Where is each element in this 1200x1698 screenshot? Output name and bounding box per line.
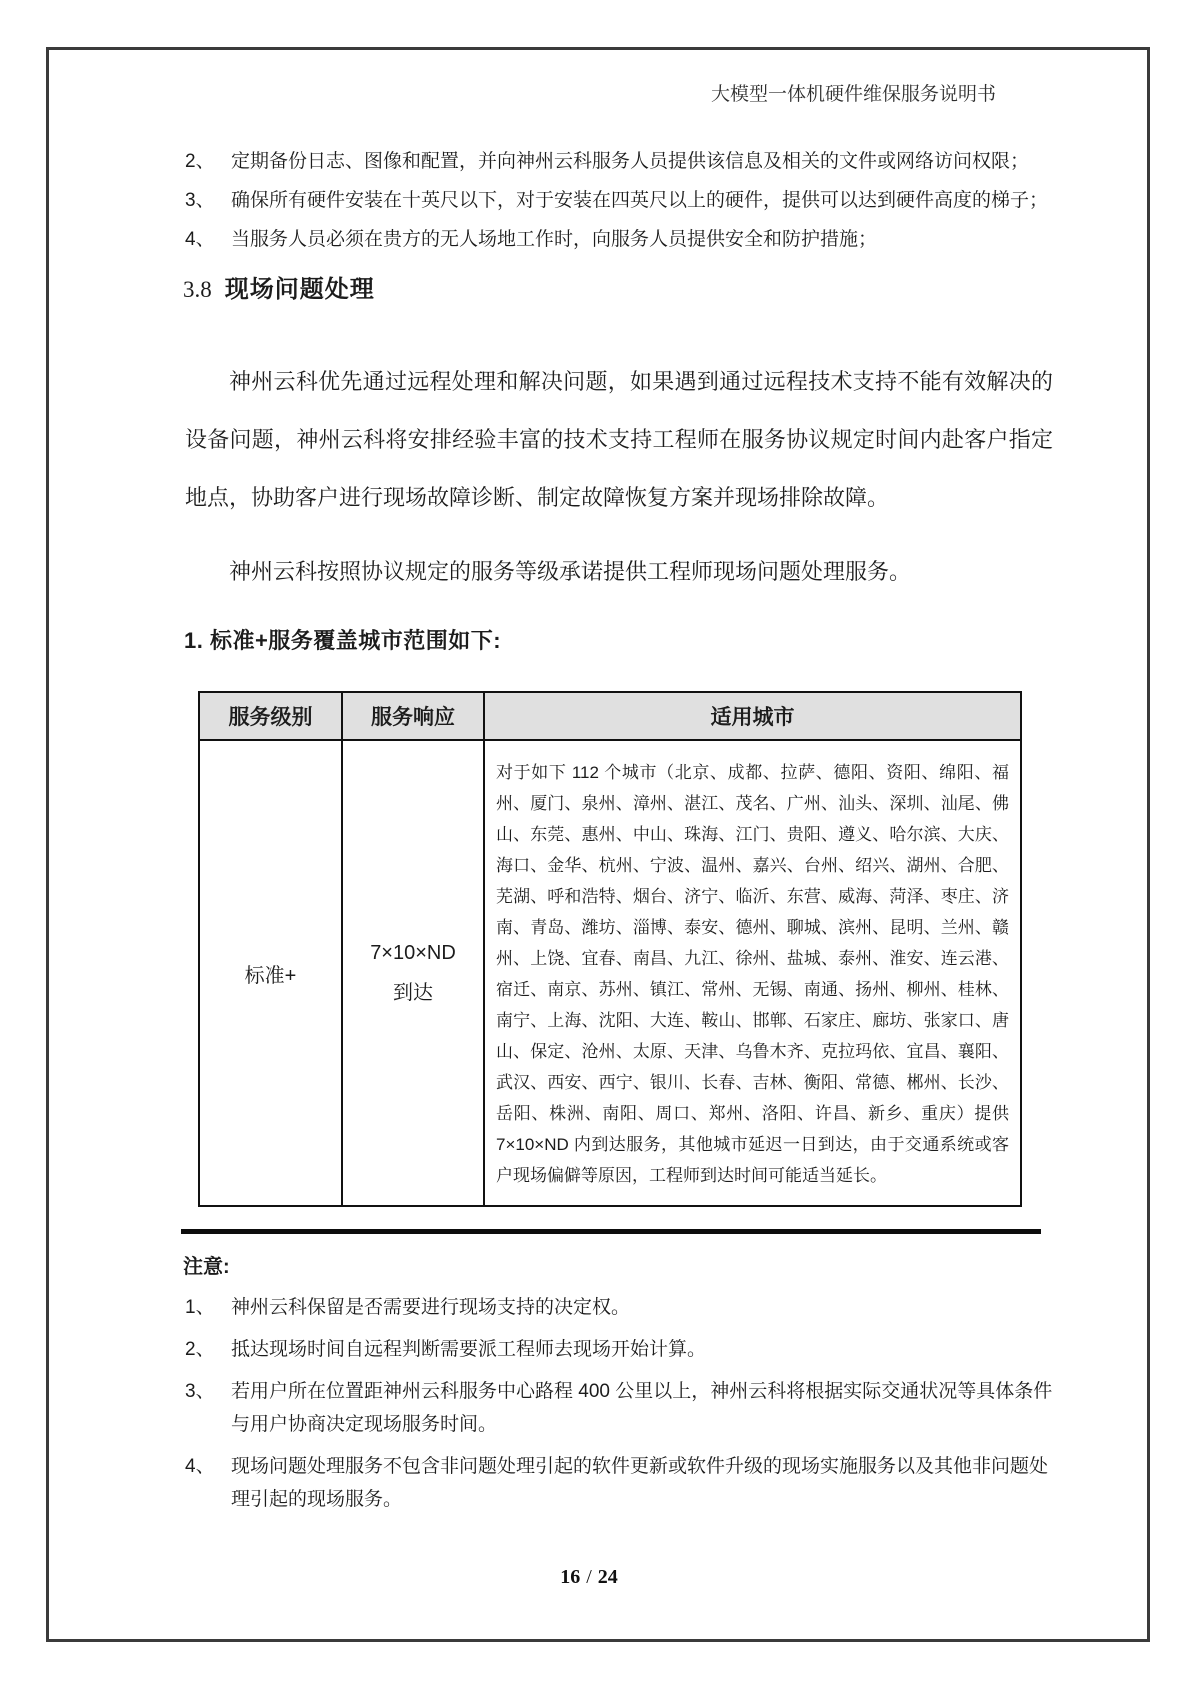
list-item: [185, 188, 1053, 214]
section-title: 现场问题处理: [224, 276, 375, 303]
section-number: 3.8: [183, 277, 212, 302]
table-header-row: [199, 692, 1021, 740]
note-item-number: 1、: [185, 1297, 215, 1318]
section-heading: [185, 273, 1053, 310]
page-number-total: 24: [597, 1566, 618, 1588]
page-content: [185, 82, 1053, 1591]
paragraph-onsite-intro: 神州云科优先通过远程处理和解决问题，如果遇到通过远程技术支持不能有效解决的设备问题，神州云科将安排经验丰富的技术支持工程师在服务协议规定时间内赴客户指定地点，协助客户进行现场故障诊断、制定故障恢复方案并现场排除故障。: [185, 369, 1053, 510]
note-item-text: 神州云科保留是否需要进行现场支持的决定权。: [231, 1297, 631, 1318]
service-response-line1: 7×10×ND: [370, 942, 456, 964]
doc-header-title: 大模型一体机硬件维保服务说明书: [710, 84, 996, 105]
list-item: [185, 227, 1053, 253]
note-item-text: 现场问题处理服务不包含非问题处理引起的软件更新或软件升级的现场实施服务以及其他非问题处理引起的现场服务。: [231, 1456, 1049, 1510]
note-item: [185, 1291, 1053, 1324]
note-item-number: 2、: [185, 1339, 215, 1360]
note-item: [185, 1450, 1053, 1516]
note-item-text: 抵达现场时间自远程判断需要派工程师去现场开始计算。: [231, 1339, 707, 1360]
note-item-number: 4、: [185, 1456, 215, 1477]
list-item-number: 3、: [185, 190, 215, 211]
page-footer: [185, 1563, 1053, 1591]
note-item: [185, 1333, 1053, 1366]
section-divider-line: [181, 1229, 1041, 1234]
column-header-applicable-cities: 适用城市: [484, 692, 1021, 740]
column-header-service-response: 服务响应: [342, 692, 484, 740]
paragraph-service-level: 神州云科按照协议规定的服务等级承诺提供工程师现场问题处理服务。: [229, 559, 912, 584]
service-response-line2: 到达: [393, 982, 433, 1004]
list-item-text: 定期备份日志、图像和配置，并向神州云科服务人员提供该信息及相关的文件或网络访问权限；: [231, 151, 1030, 172]
column-header-service-level: 服务级别: [199, 692, 342, 740]
service-response-cell: [342, 740, 484, 1206]
obligation-list: [185, 149, 1053, 253]
list-item-text: 确保所有硬件安装在十英尺以下，对于安装在四英尺以上的硬件，提供可以达到硬件高度的梯子；: [231, 190, 1049, 211]
note-item-number: 3、: [185, 1381, 215, 1402]
coverage-heading: 1. 标准+服务覆盖城市范围如下:: [184, 628, 502, 653]
list-item: [185, 149, 1053, 175]
list-item-number: 4、: [185, 229, 215, 250]
notes-list: [185, 1291, 1053, 1516]
table-row: [199, 740, 1021, 1206]
page-number-current: 16: [560, 1566, 581, 1588]
page-number-separator: /: [586, 1566, 592, 1588]
service-coverage-table: [198, 691, 1022, 1207]
note-item: [185, 1375, 1053, 1441]
list-item-text: 当服务人员必须在贵方的无人场地工作时，向服务人员提供安全和防护措施；: [231, 229, 878, 250]
page-frame: [46, 47, 1150, 1642]
list-item-number: 2、: [185, 151, 215, 172]
notes-label: 注意:: [183, 1256, 230, 1278]
note-item-text: 若用户所在位置距神州云科服务中心路程 400 公里以上，神州云科将根据实际交通状况等具体条件与用户协商决定现场服务时间。: [231, 1381, 1053, 1435]
service-level-cell: 标准+: [199, 740, 342, 1206]
applicable-cities-cell: 对于如下 112 个城市（北京、成都、拉萨、德阳、资阳、绵阳、福州、厦门、泉州、漳州、湛江、茂名、广州、汕头、深圳、汕尾、佛山、东莞、惠州、中山、珠海、江门、贵阳、遵义、哈尔滨、大庆、海口、金华、杭州、宁波、温州、嘉兴、台州、绍兴、湖州、合肥、芜湖、呼和浩特、烟台、济宁、临沂、东营、威海、菏泽、枣庄、济南、青岛、潍坊、淄博、泰安、德州、聊城、滨州、昆明、兰州、赣州、上饶、宜春、南昌、九江、徐州、盐城、泰州、淮安、连云港、宿迁、南京、苏州、镇江、常州、无锡、南通、扬州、柳州、桂林、南宁、上海、沈阳、大连、鞍山、邯郸、石家庄、廊坊、张家口、唐山、保定、沧州、太原、天津、乌鲁木齐、克拉玛依、宜昌、襄阳、武汉、西安、西宁、银川、长春、吉林、衡阳、常德、郴州、长沙、岳阳、株洲、南阳、周口、郑州、洛阳、许昌、新乡、重庆）提供 7×10×ND 内到达服务，其他城市延迟一日到达，由于交通系统或客户现场偏僻等原因，工程师到达时间可能适当延长。: [484, 740, 1021, 1206]
